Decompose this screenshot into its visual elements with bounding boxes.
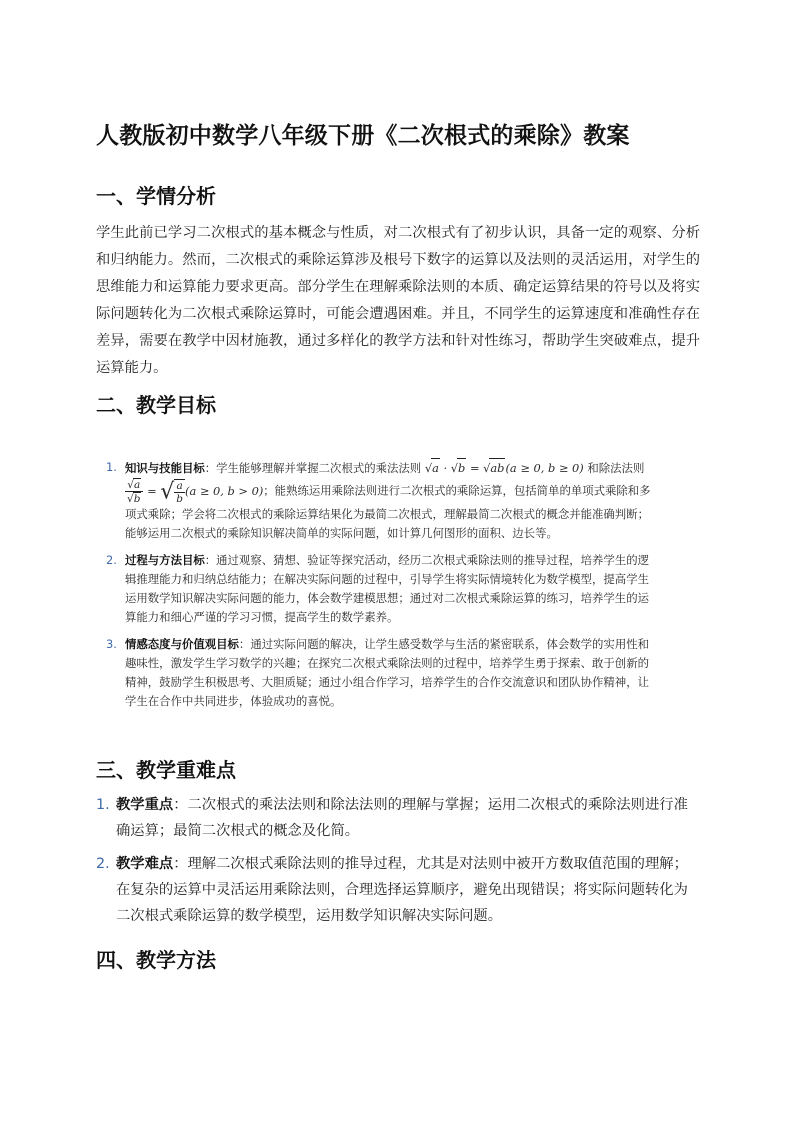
student-analysis-paragraph: 学生此前已学习二次根式的基本概念与性质，对二次根式有了初步认识，具备一定的观察、分析和归纳能力。然而，二次根式的乘除运算涉及根号下数字的运算以及法则的灵活运用，对学生的思维能力和运算能力要求更高。部分学生在理解乘除法则的本质、确定运算结果的符号以及将实际问题转化为二次根式乘除运算时，可能会遭遇困难。并且，不同学生的运算速度和准确性存在差异，需要在教学中因材施教，通过多样化的教学方法和针对性练习，帮助学生突破难点，提升运算能力。 [96, 225, 700, 376]
list-number: 2. [96, 856, 110, 872]
goal-text: ；能熟练运用乘除法则进行二次根式的乘除运算，包括简单的单项式乘除和多项式乘除；学会将二次根式的乘除运算结果化为最简二次根式，理解最简二次根式的概念并能准确判断；能够运用二次根式的乘除知识解决简单的实际问题，如计算几何图形的面积、边长等。 [125, 483, 651, 540]
list-item [96, 851, 696, 929]
section-heading-key-difficulties: 三、教学重难点 [96, 758, 236, 782]
list-item [106, 551, 651, 627]
item-label: 教学难点 [116, 856, 174, 872]
list-number: 2. [106, 553, 117, 567]
list-item [106, 458, 651, 543]
section-heading-teaching-methods: 四、教学方法 [96, 948, 216, 972]
division-rule-formula: $\frac{√a}{√b}$ = √ $\frac{a}{b}$ (a ≥ 0, b > 0) [127, 479, 264, 505]
key-difficulties-list [96, 792, 696, 936]
goal-label: 情感态度与价值观目标 [125, 637, 239, 651]
goal-text-mid: 和除法法则 [587, 461, 645, 475]
multiplication-rule-formula: √a · √b = √ab(a ≥ 0, b ≥ 0) [425, 461, 584, 475]
list-number: 1. [106, 460, 117, 474]
document-title: 人教版初中数学八年级下册《二次根式的乘除》教案 [96, 123, 630, 149]
goal-text-lead: ：学生能够理解并掌握二次根式的乘法法则 [204, 461, 422, 475]
list-item [106, 635, 651, 711]
item-label: 教学重点 [116, 797, 174, 813]
list-number: 1. [96, 797, 110, 813]
item-text: ：理解二次根式乘除法则的推导过程，尤其是对法则中被开方数取值范围的理解；在复杂的运算中灵活运用乘除法则，合理选择运算顺序，避免出现错误；将实际问题转化为二次根式乘除运算的数学模型，运用数学知识解决实际问题。 [116, 856, 688, 924]
list-number: 3. [106, 637, 117, 651]
goal-text: ：通过实际问题的解决，让学生感受数学与生活的紧密联系，体会数学的实用性和趣味性，激发学生学习数学的兴趣；在探究二次根式乘除法则的过程中，培养学生勇于探索、敢于创新的精神，鼓励学生积极思考、大胆质疑；通过小组合作学习，培养学生的合作交流意识和团队协作精神，让学生在合作中共同进步，体验成功的喜悦。 [125, 637, 649, 708]
goal-text: ：通过观察、猜想、验证等探究活动，经历二次根式乘除法则的推导过程，培养学生的逻辑推理能力和归纳总结能力；在解决实际问题的过程中，引导学生将实际情境转化为数学模型，提高学生运用数学知识解决实际问题的能力，体会数学建模思想；通过对二次根式乘除运算的练习，培养学生的运算能力和细心严谨的学习习惯，提高学生的数学素养。 [125, 553, 649, 624]
section-heading-teaching-goals: 二、教学目标 [96, 393, 216, 417]
list-item [96, 792, 696, 844]
goal-label: 过程与方法目标 [125, 553, 205, 567]
teaching-goals-list [106, 458, 651, 719]
item-text: ：二次根式的乘法法则和除法法则的理解与掌握；运用二次根式的乘除法则进行准确运算；最简二次根式的概念及化简。 [116, 797, 688, 839]
section-heading-student-analysis: 一、学情分析 [96, 184, 216, 208]
goal-label: 知识与技能目标 [125, 461, 205, 475]
